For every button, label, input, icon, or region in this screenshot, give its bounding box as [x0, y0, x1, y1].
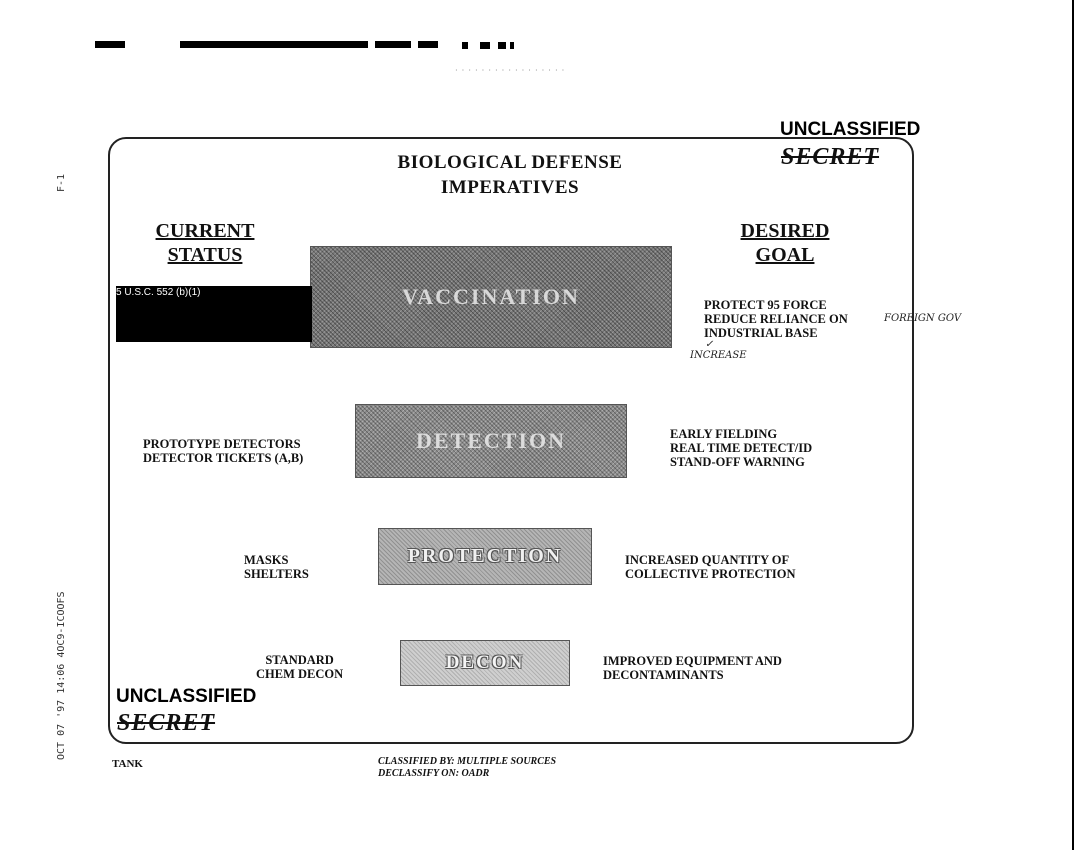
redaction-label: 5 U.S.C. 552 (b)(1) — [116, 287, 201, 298]
classification-authority: CLASSIFIED BY: MULTIPLE SOURCES DECLASSIFY ON: OADR — [378, 756, 557, 779]
top-redaction-bar-3 — [375, 41, 411, 48]
handwritten-note-increase: INCREASE — [690, 350, 747, 361]
vaccination-bar: VACCINATION — [310, 246, 672, 348]
fax-stamp: OCT 07 '97 14:06 4OC9-ICOOFS — [56, 591, 67, 760]
decon-goals: IMPROVED EQUIPMENT AND DECONTAMINANTS — [603, 654, 782, 682]
page-edge — [1072, 0, 1074, 850]
current-status-heading: CURRENT STATUS — [155, 220, 255, 266]
side-note-top: F-1 — [56, 173, 67, 192]
top-redaction-bar-1 — [95, 41, 125, 48]
top-redaction-bar-5 — [462, 42, 468, 49]
decon-bar: DECON — [400, 640, 570, 686]
top-redaction-bar-7 — [498, 42, 506, 49]
title-line-1: BIOLOGICAL DEFENSE — [397, 152, 623, 173]
footer-left-label: TANK — [112, 758, 143, 770]
handwritten-check: ✓ — [705, 339, 714, 350]
top-redaction-bar-2 — [180, 41, 368, 48]
slide-title — [360, 150, 660, 200]
handwritten-note-foreign-gov: FOREIGN GOV — [884, 313, 962, 324]
top-redaction-bar-6 — [480, 42, 490, 49]
detection-goals: EARLY FIELDING REAL TIME DETECT/ID STAND-OFF WARNING — [670, 427, 813, 469]
classification-unclassified-top: UNCLASSIFIED — [780, 119, 921, 140]
protection-goals: INCREASED QUANTITY OF COLLECTIVE PROTECTION — [625, 553, 796, 581]
detection-current: PROTOTYPE DETECTORS DETECTOR TICKETS (A,B) — [143, 437, 304, 465]
protection-current: MASKS SHELTERS — [244, 553, 309, 581]
classification-secret-top: SECRET — [781, 144, 880, 170]
title-line-2: IMPERATIVES — [440, 177, 580, 198]
detection-bar: DETECTION — [355, 404, 627, 478]
desired-goal-heading: DESIRED GOAL — [740, 220, 830, 266]
top-redaction-bar-4 — [418, 41, 438, 48]
decon-current: STANDARD CHEM DECON — [256, 653, 344, 681]
classification-unclassified-bottom: UNCLASSIFIED — [116, 686, 257, 707]
classification-secret-bottom: SECRET — [117, 710, 216, 736]
vaccination-goals: PROTECT 95 FORCE REDUCE RELIANCE ON INDUSTRIAL BASE — [704, 298, 848, 340]
scan-noise: · · · · · · · · · · · · · · · · · — [455, 66, 566, 75]
top-redaction-bar-8 — [510, 42, 514, 49]
protection-bar: PROTECTION — [378, 528, 592, 585]
